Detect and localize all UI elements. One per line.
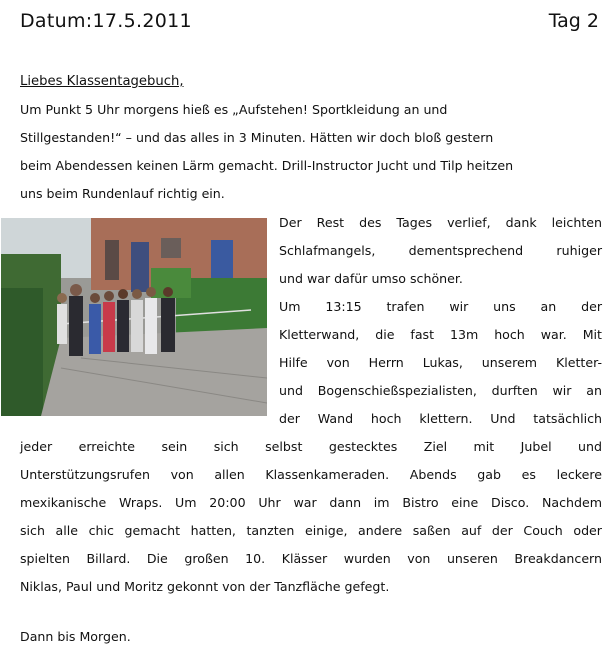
text-line: uns beim Rundenlauf richtig ein. [20, 186, 225, 201]
text-line: Hilfe von Herrn Lukas, unserem Kletter- [279, 355, 602, 370]
text-line: Um 13:15 trafen wir uns an der [279, 299, 602, 314]
text-line: mexikanische Wraps. Um 20:00 Uhr war dann im Bistro eine Disco. Nachdem [20, 495, 602, 510]
text-line: Stillgestanden!“ – und das alles in 3 Minuten. Hätten wir doch bloß gestern [20, 130, 494, 145]
text-line: spielten Billard. Die großen 10. Klässer wurden von unseren Breakdancern [20, 551, 602, 566]
day-heading: Tag 2 [548, 10, 599, 32]
text-line: Um Punkt 5 Uhr morgens hieß es „Aufstehen! Sportkleidung an und [20, 102, 448, 117]
text-line: Unterstützungsrufen von allen Klassenkameraden. Abends gab es leckere [20, 467, 602, 482]
text-line: und war dafür umso schöner. [279, 271, 463, 286]
text-line: Kletterwand, die fast 13m hoch war. Mit [279, 327, 602, 342]
text-line: der Wand hoch klettern. Und tatsächlich [279, 411, 602, 426]
text-line: Schlafmangels, dementsprechend ruhiger [279, 243, 602, 258]
text-line: Der Rest des Tages verlief, dank leichten [279, 215, 602, 230]
text-line: und Bogenschießspezialisten, durften wir an [279, 383, 602, 398]
greeting: Liebes Klassentagebuch, [20, 74, 184, 89]
climbing-wall-photo [1, 218, 267, 416]
text-line: beim Abendessen keinen Lärm gemacht. Drill-Instructor Jucht und Tilp heitzen [20, 158, 514, 173]
text-line: Niklas, Paul und Moritz gekonnt von der Tanzfläche gefegt. [20, 579, 390, 594]
text-line: jeder erreichte sein sich selbst gestecktes Ziel mit Jubel und [20, 439, 602, 454]
date-heading: Datum:17.5.2011 [20, 10, 192, 32]
closing-line: Dann bis Morgen. [20, 629, 131, 644]
text-line: sich alle chic gemacht hatten, tanzten einige, andere saßen auf der Couch oder [20, 523, 602, 538]
